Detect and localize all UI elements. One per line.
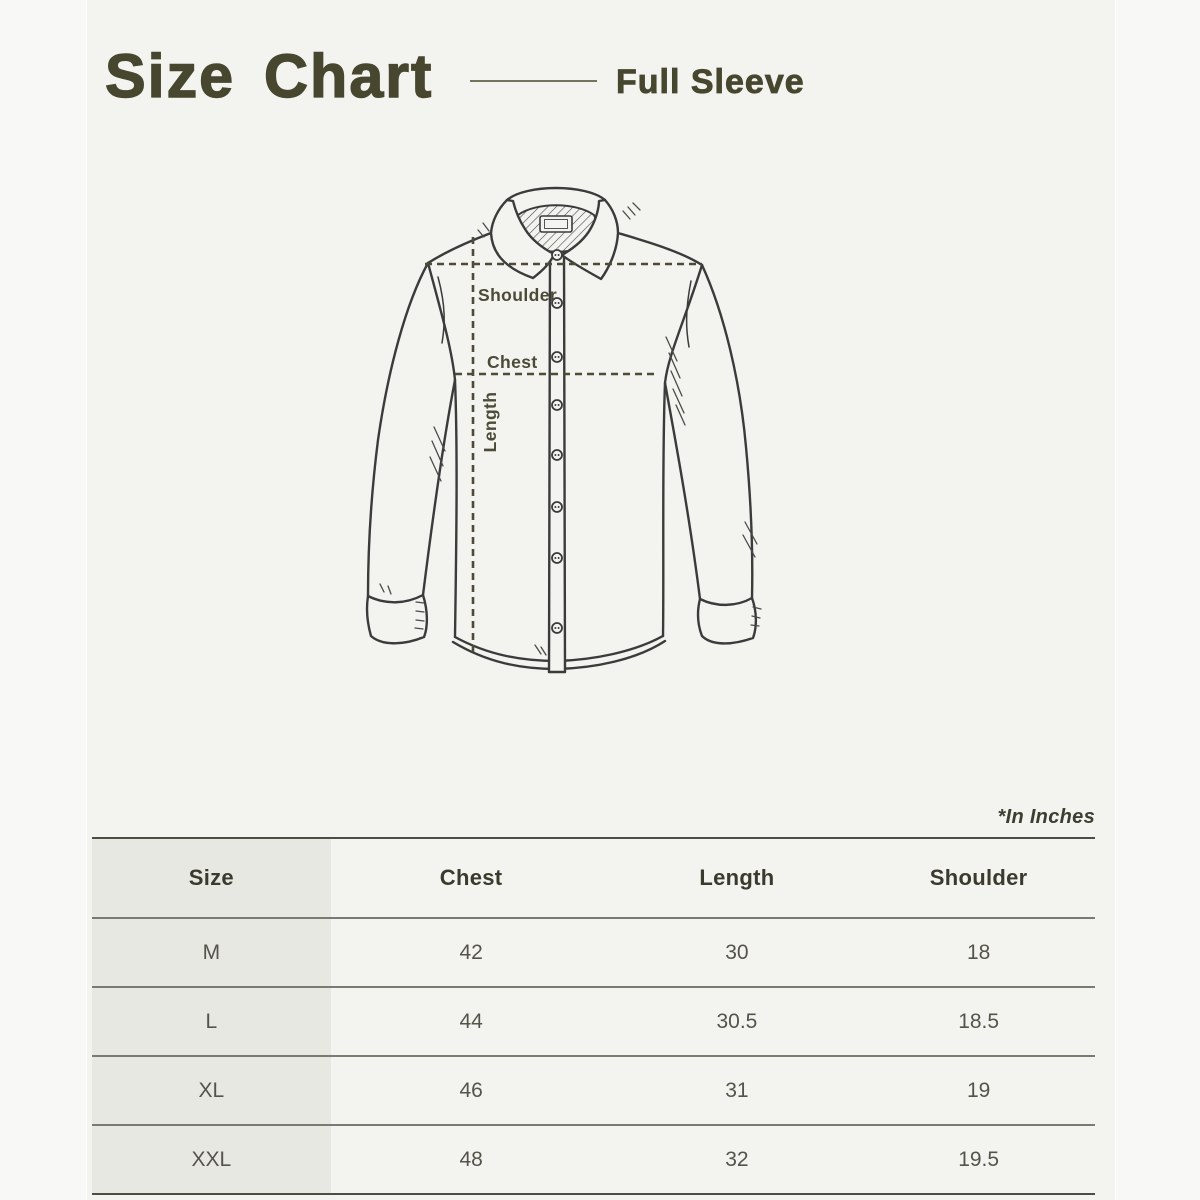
page-title: Size Chart: [105, 42, 434, 110]
column-header-length: Length: [699, 865, 775, 890]
page-subtitle: Full Sleeve: [616, 63, 805, 101]
column-header-chest: Chest: [439, 865, 503, 890]
shoulder-value: 19: [966, 1078, 991, 1102]
table-row-xl: [92, 1055, 1095, 1124]
column-header-size: Size: [92, 839, 331, 917]
size-value: L: [92, 988, 331, 1055]
size-value: XXL: [92, 1126, 331, 1193]
shirt-measurement-diagram: [350, 175, 780, 685]
chest-value: 48: [459, 1147, 483, 1171]
shoulder-label: Shoulder: [478, 285, 558, 305]
title-divider-line: [470, 80, 597, 82]
shoulder-value: 18.5: [958, 1009, 1000, 1033]
chest-value: 46: [459, 1078, 483, 1102]
size-value: M: [92, 919, 331, 986]
chest-value: 42: [459, 940, 483, 964]
length-value: 30.5: [716, 1009, 758, 1033]
shoulder-value: 18: [966, 940, 991, 964]
length-value: 32: [725, 1147, 749, 1171]
table-row-l: [92, 986, 1095, 1055]
length-value: 31: [725, 1078, 749, 1102]
table-row-xxl: [92, 1124, 1095, 1193]
size-table: [92, 837, 1095, 1195]
units-note: *In Inches: [997, 806, 1095, 828]
column-header-shoulder: Shoulder: [929, 865, 1028, 890]
table-row-m: [92, 917, 1095, 986]
shoulder-value: 19.5: [958, 1147, 1000, 1171]
shirt-icon: [350, 175, 780, 685]
size-value: XL: [92, 1057, 331, 1124]
table-header-row: [92, 839, 1095, 917]
chest-value: 44: [459, 1009, 483, 1033]
length-value: 30: [725, 940, 749, 964]
chest-label: Chest: [487, 352, 538, 372]
shirt-outline: [367, 188, 756, 672]
length-label: Length: [480, 391, 500, 453]
